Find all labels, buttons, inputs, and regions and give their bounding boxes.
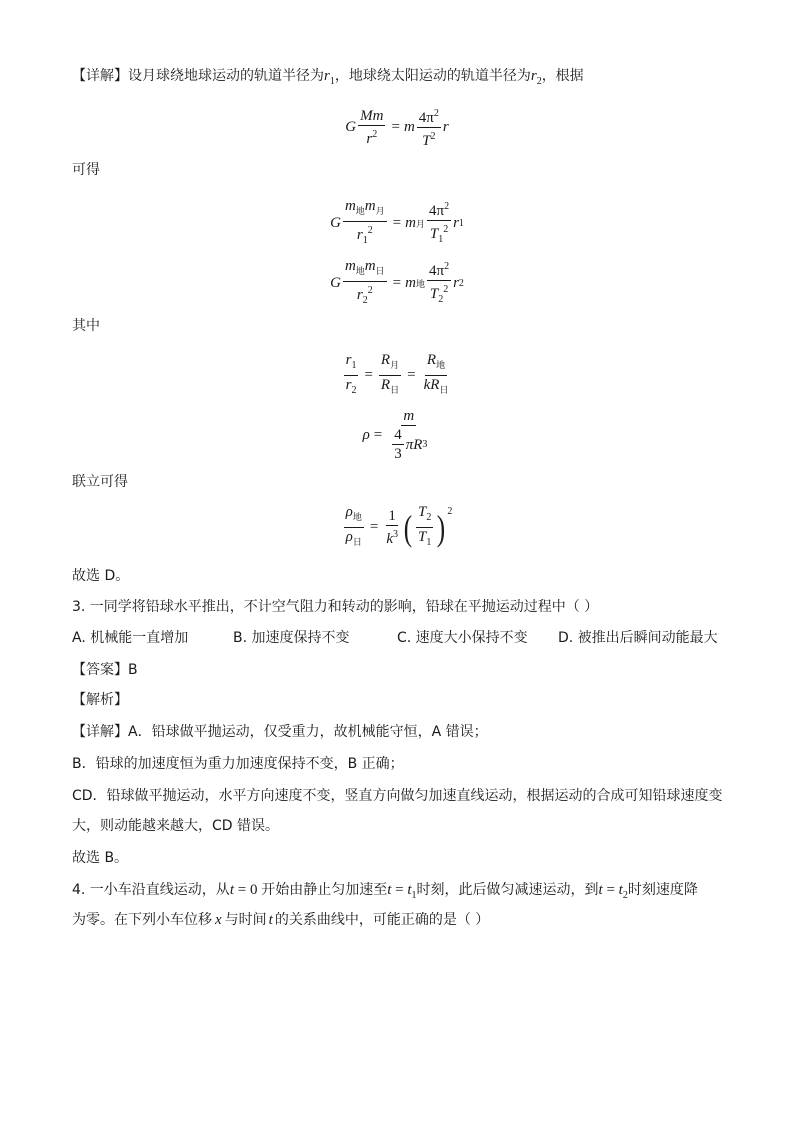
f4-d1: r	[345, 377, 352, 393]
f3-num2-sup: 2	[444, 261, 450, 272]
f2-den2-sub: 1	[438, 234, 444, 245]
f1-m: m	[403, 119, 415, 135]
f4-d1-sub: 2	[351, 385, 357, 396]
q4-text-d: 时刻速度降	[627, 882, 698, 898]
f1-den: r	[366, 131, 373, 147]
f3-r: r	[453, 275, 459, 291]
q4-text-e: 为零。在下列小车位移	[72, 912, 212, 928]
intro-prefix: 【详解】设月球绕地球运动的轨道半径为	[72, 68, 324, 84]
f2-moon-sub: 月	[375, 207, 385, 217]
f6-T1-sub: 1	[426, 537, 432, 548]
f3-m-earth: m	[344, 258, 356, 274]
f6-rho1: ρ	[345, 504, 353, 520]
f4-n2-sub: 月	[390, 361, 400, 371]
f3-r-sub: 2	[458, 278, 464, 289]
f6-k: k	[386, 531, 393, 547]
f3-num2: 4π	[428, 263, 445, 279]
q3-conclusion: 故选 B。	[72, 850, 129, 866]
f4-frac-2	[379, 352, 401, 399]
q4-text-b: 开始由静止匀加速至	[261, 882, 388, 898]
f2-frac-right	[427, 199, 451, 248]
f6-T1: T	[418, 529, 427, 545]
f5-eq: =	[373, 426, 383, 443]
q3-detail-1: 【详解】A．铅球做平抛运动，仅受重力，故机械能守恒，A 错误；	[72, 724, 488, 740]
r1-sub: 1	[329, 75, 335, 87]
q4-t2-sub: 2	[622, 889, 628, 901]
f1-den-sup: 2	[372, 129, 378, 140]
f2-r: r	[453, 215, 459, 231]
f6-rho2: ρ	[345, 529, 353, 545]
f6-left-paren: (	[403, 507, 413, 548]
q4-text-g: 的关系曲线中，可能正确的是（ ）	[274, 912, 490, 928]
detail-intro	[72, 66, 584, 92]
q4-line-1	[72, 880, 698, 906]
f3-den-sub: 2	[362, 295, 368, 306]
f6-k-sup: 3	[393, 529, 398, 540]
f4-d3: kR	[423, 377, 440, 393]
f4-n1: r	[345, 352, 352, 368]
f3-earth2-sub: 地	[415, 280, 425, 290]
f2-r-sub: 1	[458, 218, 464, 229]
f5-rho: ρ	[362, 426, 370, 443]
f4-eq-2: =	[407, 367, 416, 383]
f4-frac-3	[422, 352, 451, 399]
f1-den2: T	[422, 133, 431, 149]
f3-G: G	[330, 275, 341, 291]
f3-den2: T	[429, 286, 439, 302]
q4-text-f: 与时间	[224, 912, 267, 928]
formula-4	[0, 352, 794, 399]
q4-t-eq: =	[391, 882, 408, 898]
f6-eq: =	[369, 519, 379, 535]
f6-T2: T	[418, 504, 427, 520]
f5-inner-den: 3	[394, 446, 402, 462]
f2-m-moon: m	[364, 198, 376, 214]
f1-num: Mm	[360, 108, 384, 124]
f3-den2-sup: 2	[443, 284, 449, 295]
q4-text-c: 时刻，此后做匀减速运动，到	[416, 882, 599, 898]
f6-frac-T	[416, 504, 433, 551]
f3-m-sun: m	[364, 258, 376, 274]
q3-answer	[72, 660, 138, 680]
q3-answer-value: B	[128, 662, 138, 678]
f2-num2-sup: 2	[444, 201, 450, 212]
f1-r: r	[442, 119, 449, 135]
f3-eq: =	[392, 275, 402, 291]
lianli-text: 联立可得	[72, 474, 128, 490]
f5-frac	[388, 408, 429, 462]
q3-option-a[interactable]: A. 机械能一直增加	[72, 630, 189, 646]
q3-detail-3: CD．铅球做平抛运动，水平方向速度不变，竖直方向做匀加速直线运动，根据运动的合成可知铅球速度变	[72, 788, 723, 804]
f2-den-sup: 2	[367, 225, 373, 236]
f4-n2: R	[380, 352, 391, 368]
f2-earth-sub: 地	[355, 207, 365, 217]
q3-option-d[interactable]: D. 被推出后瞬间动能最大	[558, 630, 718, 646]
f4-n3: R	[426, 352, 437, 368]
q4-t-symbol-2: t	[387, 882, 392, 898]
q4-t-symbol: t	[229, 882, 234, 898]
f2-den2-sup: 2	[443, 224, 449, 235]
f1-num2-sup: 2	[433, 108, 439, 119]
keyede-text: 可得	[72, 162, 100, 178]
f5-den-rest: πR	[405, 436, 423, 453]
q4-text-a: 4. 一小车沿直线运动，从	[72, 882, 230, 898]
f4-n3-sub: 地	[436, 361, 446, 371]
q4-t-symbol-4: t	[268, 912, 273, 928]
formula-6	[0, 504, 794, 551]
f3-den: r	[356, 287, 363, 303]
q4-line-2	[72, 910, 489, 930]
f4-d3-sub: 日	[439, 386, 449, 396]
f4-frac-1	[344, 352, 359, 399]
q4-t2-symbol: t	[618, 882, 623, 898]
f3-m-earth2: m	[405, 275, 416, 291]
q4-t-eq-2: =	[602, 882, 619, 898]
f6-T2-sub: 2	[426, 512, 432, 523]
formula-3	[0, 258, 794, 309]
q3-stem: 3. 一同学将铅球水平推出，不计空气阻力和转动的影响，铅球在平抛运动过程中（ ）	[72, 599, 599, 615]
f4-d2: R	[380, 377, 391, 393]
f6-frac-rho	[344, 504, 364, 551]
f3-frac-left	[343, 258, 387, 309]
conclusion-q2: 故选 D。	[72, 568, 130, 584]
f3-frac-right	[427, 259, 451, 308]
q4-eq-zero: = 0	[233, 882, 262, 898]
f2-den: r	[356, 227, 363, 243]
r1-symbol: r	[324, 68, 330, 84]
formula-1	[0, 106, 794, 149]
f2-m-earth: m	[344, 198, 356, 214]
formula-5	[0, 408, 794, 462]
r2-sub: 2	[536, 75, 542, 87]
f2-eq: =	[392, 215, 402, 231]
intro-mid: ，地球绕太阳运动的轨道半径为	[334, 68, 531, 84]
f1-eq: =	[391, 119, 400, 135]
q3-detail-2: B．铅球的加速度恒为重力加速度保持不变，B 正确；	[72, 756, 404, 772]
qizhong-text: 其中	[72, 318, 100, 334]
f3-den2-sub: 2	[438, 294, 444, 305]
f6-one: 1	[388, 508, 396, 524]
f1-G: G	[345, 119, 357, 135]
f6-right-paren: )	[437, 507, 446, 548]
f2-num2: 4π	[428, 203, 445, 219]
f2-m-moon2: m	[405, 215, 416, 231]
f1-frac-right	[417, 106, 441, 149]
q3-analysis-label: 【解析】	[72, 692, 128, 708]
f6-frac-k	[384, 508, 400, 547]
q3-option-c[interactable]: C. 速度大小保持不变	[397, 630, 528, 646]
q3-detail-4: 大，则动能越来越大，CD 错误。	[72, 818, 280, 834]
f2-den-sub: 1	[362, 235, 368, 246]
formula-2	[0, 198, 794, 249]
f2-den2: T	[429, 226, 439, 242]
q4-x-symbol: x	[215, 912, 222, 928]
r2-symbol: r	[530, 68, 537, 84]
f3-sun-sub: 日	[375, 267, 385, 277]
f1-num2: 4π	[418, 110, 434, 126]
f5-den-sup: 3	[422, 438, 428, 450]
f3-den-sup: 2	[367, 285, 373, 296]
f6-pow: 2	[447, 506, 453, 517]
f4-eq-1: =	[364, 367, 373, 383]
q4-t-symbol-3: t	[598, 882, 603, 898]
f5-inner-frac	[392, 427, 404, 462]
f4-d2-sub: 日	[390, 386, 400, 396]
f2-G: G	[330, 215, 341, 231]
f6-rho2-sub: 日	[352, 538, 362, 548]
f3-earth-sub: 地	[355, 267, 365, 277]
f1-den2-sup: 2	[430, 131, 436, 142]
f5-num: m	[403, 408, 415, 424]
intro-suffix: ，根据	[541, 68, 584, 84]
q4-t1-symbol: t	[407, 882, 412, 898]
q4-t1-sub: 1	[411, 889, 417, 901]
f5-inner-num: 4	[394, 427, 402, 443]
f2-frac-left	[343, 198, 387, 249]
f2-moon2-sub: 月	[415, 220, 425, 230]
q3-option-b[interactable]: B. 加速度保持不变	[233, 630, 350, 646]
f4-n1-sub: 1	[351, 360, 357, 371]
q3-answer-label: 【答案】	[72, 662, 128, 678]
f1-frac-left	[358, 108, 385, 147]
f6-rho1-sub: 地	[352, 513, 362, 523]
